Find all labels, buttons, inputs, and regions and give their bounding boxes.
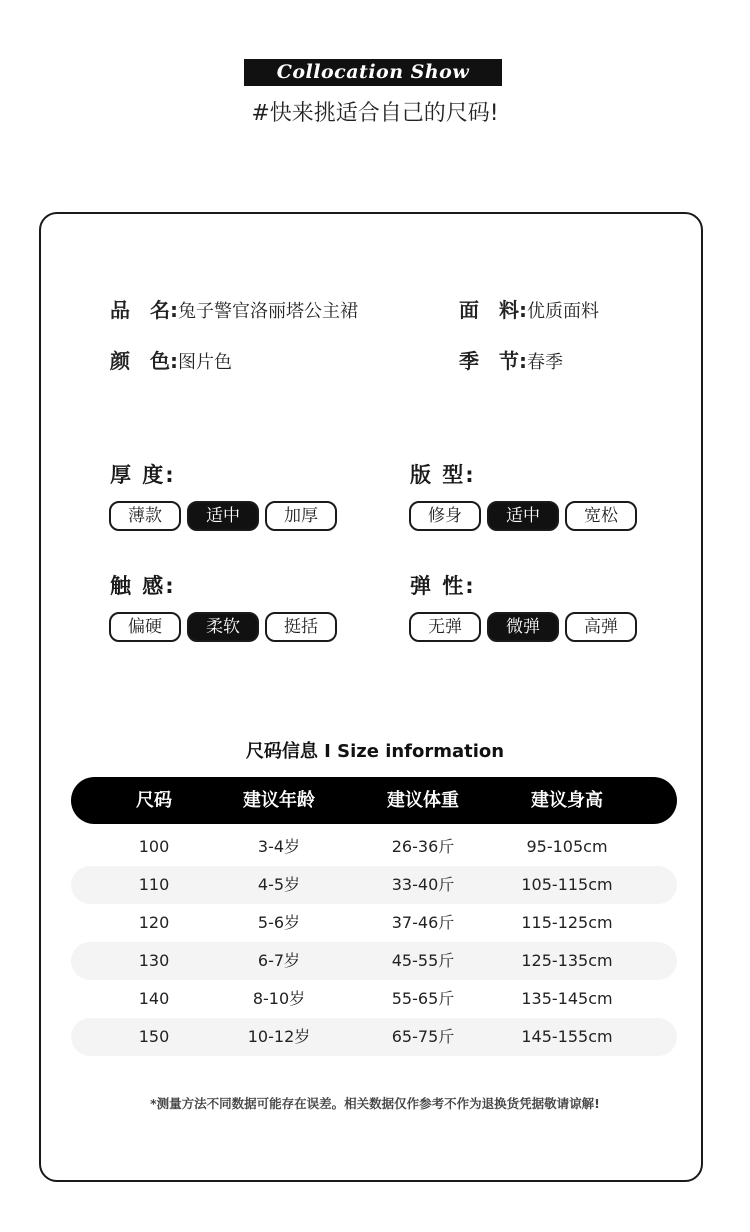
color-row — [110, 345, 232, 374]
fabric-value: 优质面料 — [527, 301, 599, 322]
age-cell: 5-6岁 — [257, 913, 301, 932]
touch-title: 触 感: — [110, 574, 176, 598]
fit-option-loose: 宽松 — [565, 501, 637, 531]
height-cell: 135-145cm — [521, 989, 613, 1008]
header-weight: 建议体重 — [387, 790, 459, 811]
size-cell: 100 — [138, 837, 170, 856]
fit-options — [409, 501, 637, 531]
table-row — [71, 828, 677, 866]
product-name-value: 兔子警官洛丽塔公主裙 — [178, 301, 358, 322]
header-size: 尺码 — [136, 790, 172, 811]
header-age: 建议年龄 — [243, 790, 315, 811]
product-name-key: 品 名: — [110, 298, 178, 322]
size-cell: 120 — [138, 913, 170, 932]
season-row — [459, 345, 563, 374]
elasticity-title: 弹 性: — [410, 574, 476, 598]
thickness-option-medium: 适中 — [187, 501, 259, 531]
elasticity-option-high: 高弹 — [565, 612, 637, 642]
collocation-show-banner: Collocation Show — [244, 59, 502, 86]
height-cell: 115-125cm — [521, 913, 613, 932]
season-key: 季 节: — [459, 349, 527, 373]
table-row — [71, 1018, 677, 1056]
size-table-title: 尺码信息 I Size information — [245, 741, 505, 762]
age-cell: 3-4岁 — [257, 837, 301, 856]
weight-cell: 45-55斤 — [391, 951, 455, 970]
fit-option-slim: 修身 — [409, 501, 481, 531]
table-row — [71, 904, 677, 942]
weight-cell: 55-65斤 — [391, 989, 455, 1008]
age-cell: 4-5岁 — [257, 875, 301, 894]
size-table-header — [71, 777, 677, 824]
header-height: 建议身高 — [531, 790, 603, 811]
size-cell: 130 — [138, 951, 170, 970]
size-cell: 140 — [138, 989, 170, 1008]
height-cell: 95-105cm — [526, 837, 608, 856]
height-cell: 125-135cm — [521, 951, 613, 970]
product-name-row — [110, 294, 358, 323]
weight-cell: 37-46斤 — [391, 913, 455, 932]
age-cell: 10-12岁 — [247, 1027, 311, 1046]
age-cell: 8-10岁 — [252, 989, 306, 1008]
thickness-option-thick: 加厚 — [265, 501, 337, 531]
color-key: 颜 色: — [110, 349, 178, 373]
elasticity-option-slight: 微弹 — [487, 612, 559, 642]
fabric-row — [459, 294, 599, 323]
size-cell: 110 — [138, 875, 170, 894]
elasticity-options — [409, 612, 637, 642]
weight-cell: 33-40斤 — [391, 875, 455, 894]
table-row — [71, 980, 677, 1018]
touch-option-crisp: 挺括 — [265, 612, 337, 642]
season-value: 春季 — [527, 352, 563, 373]
fabric-key: 面 料: — [459, 298, 527, 322]
size-cell: 150 — [138, 1027, 170, 1046]
measurement-note: *测量方法不同数据可能存在误差。相关数据仅作参考不作为退换货凭据敬请谅解! — [150, 1096, 600, 1111]
fit-option-regular: 适中 — [487, 501, 559, 531]
weight-cell: 65-75斤 — [391, 1027, 455, 1046]
elasticity-option-none: 无弹 — [409, 612, 481, 642]
touch-option-hard: 偏硬 — [109, 612, 181, 642]
weight-cell: 26-36斤 — [391, 837, 455, 856]
thickness-title: 厚 度: — [110, 463, 176, 487]
color-value: 图片色 — [178, 352, 232, 373]
table-row — [71, 866, 677, 904]
thickness-options — [109, 501, 337, 531]
fit-title: 版 型: — [410, 463, 476, 487]
height-cell: 145-155cm — [521, 1027, 613, 1046]
height-cell: 105-115cm — [521, 875, 613, 894]
touch-options — [109, 612, 337, 642]
page-subtitle: #快来挑适合自己的尺码! — [251, 101, 499, 126]
touch-option-soft: 柔软 — [187, 612, 259, 642]
age-cell: 6-7岁 — [257, 951, 301, 970]
thickness-option-thin: 薄款 — [109, 501, 181, 531]
table-row — [71, 942, 677, 980]
